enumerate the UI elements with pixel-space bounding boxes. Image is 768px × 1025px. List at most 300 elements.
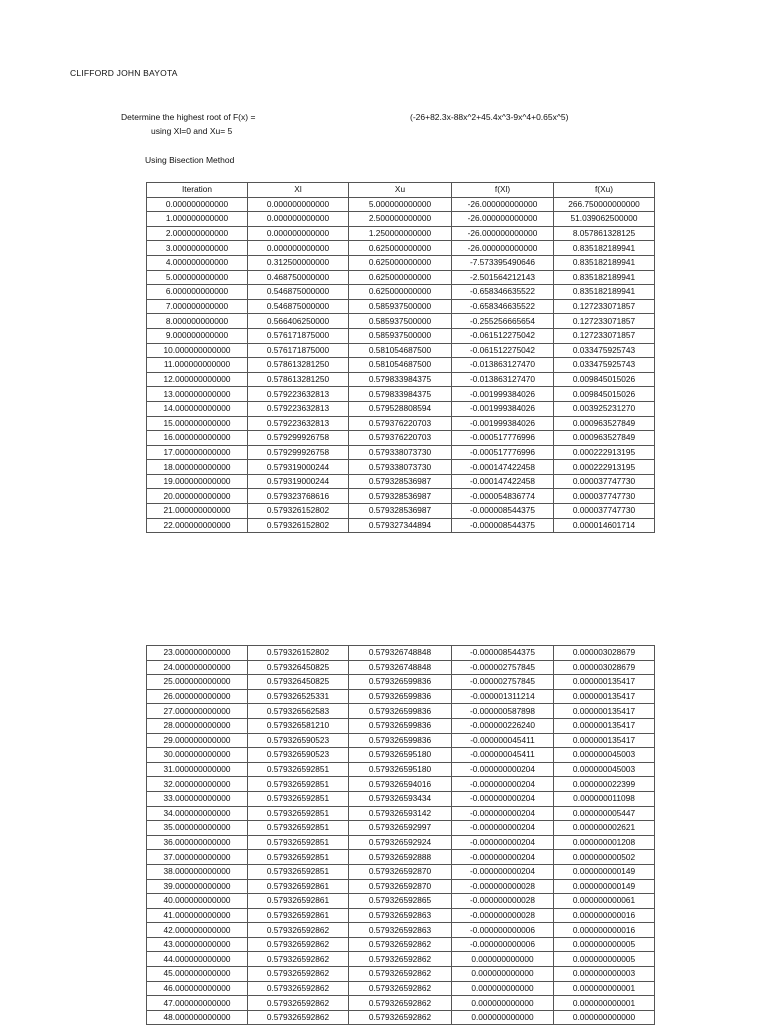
cell-f-xl: -0.013863127470 (452, 372, 554, 387)
table-row (147, 387, 655, 402)
cell-iteration: 34.000000000000 (147, 806, 248, 821)
table-row (147, 718, 655, 733)
table-row (147, 689, 655, 704)
cell-f-xu: 0.000000045003 (554, 748, 655, 763)
cell-iteration: 29.000000000000 (147, 733, 248, 748)
cell-xu: 1.250000000000 (349, 226, 452, 241)
cell-xu: 0.579326592997 (349, 821, 452, 836)
table-row (147, 212, 655, 227)
cell-xl: 0.000000000000 (248, 212, 349, 227)
cell-iteration: 6.000000000000 (147, 285, 248, 300)
cell-xl: 0.579326592862 (248, 981, 349, 996)
cell-f-xu: 0.127233071857 (554, 328, 655, 343)
cell-f-xl: -0.000000000006 (452, 937, 554, 952)
cell-xu: 0.579326599836 (349, 675, 452, 690)
table-row (147, 416, 655, 431)
table-row (147, 952, 655, 967)
cell-f-xu: 0.835182189941 (554, 255, 655, 270)
cell-f-xu: 0.033475925743 (554, 343, 655, 358)
table-row (147, 967, 655, 982)
cell-xu: 0.579326592862 (349, 996, 452, 1011)
table-row (147, 894, 655, 909)
cell-xl: 0.468750000000 (248, 270, 349, 285)
cell-f-xl: -0.000517776996 (452, 445, 554, 460)
cell-f-xl: -0.000000000204 (452, 835, 554, 850)
cell-xu: 0.581054687500 (349, 358, 452, 373)
table-row (147, 328, 655, 343)
cell-f-xl: -0.061512275042 (452, 343, 554, 358)
cell-xl: 0.579326152802 (248, 518, 349, 533)
table-row (147, 255, 655, 270)
cell-f-xu: 0.000000000005 (554, 952, 655, 967)
cell-xl: 0.000000000000 (248, 197, 349, 212)
cell-f-xu: 0.000000045003 (554, 762, 655, 777)
table-row (147, 996, 655, 1011)
cell-xl: 0.579326592851 (248, 864, 349, 879)
cell-f-xu: 0.009845015026 (554, 372, 655, 387)
method-prefix: Using (145, 155, 170, 165)
cell-f-xu: 0.000000000000 (554, 1010, 655, 1025)
table-row (147, 241, 655, 256)
table-row (147, 372, 655, 387)
cell-xu: 0.579833984375 (349, 387, 452, 402)
cell-xl: 0.579223632813 (248, 416, 349, 431)
cell-f-xl: 0.000000000000 (452, 952, 554, 967)
cell-iteration: 41.000000000000 (147, 908, 248, 923)
cell-xl: 0.579326592862 (248, 967, 349, 982)
cell-xu: 0.579326593434 (349, 791, 452, 806)
cell-f-xl: -2.501564212143 (452, 270, 554, 285)
cell-f-xu: 0.003925231270 (554, 401, 655, 416)
table-row (147, 777, 655, 792)
cell-xu: 0.579326593142 (349, 806, 452, 821)
cell-iteration: 37.000000000000 (147, 850, 248, 865)
table-row (147, 226, 655, 241)
cell-xu: 0.579338073730 (349, 460, 452, 475)
cell-f-xu: 0.000000135417 (554, 733, 655, 748)
cell-xu: 0.585937500000 (349, 328, 452, 343)
cell-iteration: 1.000000000000 (147, 212, 248, 227)
cell-xu: 0.579326592863 (349, 908, 452, 923)
cell-xl: 0.579299926758 (248, 431, 349, 446)
cell-f-xu: 0.000222913195 (554, 445, 655, 460)
cell-iteration: 44.000000000000 (147, 952, 248, 967)
cell-xl: 0.579326450825 (248, 660, 349, 675)
cell-xu: 0.579326592862 (349, 1010, 452, 1025)
cell-xl: 0.579326152802 (248, 646, 349, 661)
cell-iteration: 5.000000000000 (147, 270, 248, 285)
cell-iteration: 0.000000000000 (147, 197, 248, 212)
cell-xu: 0.579326592863 (349, 923, 452, 938)
cell-f-xu: 0.000963527849 (554, 431, 655, 446)
cell-xl: 0.579326592851 (248, 777, 349, 792)
cell-xl: 0.578613281250 (248, 372, 349, 387)
header-xu: Xu (349, 183, 452, 198)
table-row (147, 748, 655, 763)
cell-f-xl: 0.000000000000 (452, 1010, 554, 1025)
cell-f-xl: -0.000000000028 (452, 879, 554, 894)
cell-iteration: 48.000000000000 (147, 1010, 248, 1025)
cell-f-xl: -0.000000000204 (452, 777, 554, 792)
cell-xu: 0.625000000000 (349, 285, 452, 300)
table-row (147, 474, 655, 489)
cell-iteration: 7.000000000000 (147, 299, 248, 314)
cell-iteration: 43.000000000000 (147, 937, 248, 952)
bisection-table-part1 (146, 182, 655, 533)
cell-f-xl: -0.000000045411 (452, 748, 554, 763)
cell-xl: 0.579223632813 (248, 387, 349, 402)
cell-iteration: 38.000000000000 (147, 864, 248, 879)
table-row (147, 518, 655, 533)
cell-f-xl: -0.000000000028 (452, 894, 554, 909)
cell-iteration: 10.000000000000 (147, 343, 248, 358)
cell-xl: 0.579326592851 (248, 762, 349, 777)
cell-f-xl: -0.000000000204 (452, 791, 554, 806)
cell-xu: 0.579328536987 (349, 474, 452, 489)
cell-xu: 2.500000000000 (349, 212, 452, 227)
cell-xu: 0.579326592862 (349, 967, 452, 982)
cell-xu: 0.579326592924 (349, 835, 452, 850)
cell-xu: 0.625000000000 (349, 270, 452, 285)
cell-xu: 0.579326595180 (349, 762, 452, 777)
cell-f-xl: -0.000000045411 (452, 733, 554, 748)
bisection-table-part2 (146, 645, 655, 1025)
cell-f-xu: 0.835182189941 (554, 285, 655, 300)
cell-f-xu: 0.000000000016 (554, 923, 655, 938)
cell-iteration: 42.000000000000 (147, 923, 248, 938)
cell-f-xl: 0.000000000000 (452, 981, 554, 996)
table-row (147, 299, 655, 314)
cell-iteration: 27.000000000000 (147, 704, 248, 719)
cell-f-xl: -0.000000000204 (452, 850, 554, 865)
cell-iteration: 23.000000000000 (147, 646, 248, 661)
cell-xu: 0.625000000000 (349, 255, 452, 270)
cell-xu: 0.579326592862 (349, 981, 452, 996)
table-row (147, 489, 655, 504)
table-row (147, 660, 655, 675)
cell-xl: 0.579326525331 (248, 689, 349, 704)
cell-xl: 0.579299926758 (248, 445, 349, 460)
cell-iteration: 28.000000000000 (147, 718, 248, 733)
cell-xu: 0.579326592870 (349, 864, 452, 879)
cell-iteration: 9.000000000000 (147, 328, 248, 343)
cell-iteration: 40.000000000000 (147, 894, 248, 909)
cell-xu: 0.579326592888 (349, 850, 452, 865)
cell-f-xl: -0.000147422458 (452, 460, 554, 475)
cell-f-xu: 0.000003028679 (554, 646, 655, 661)
cell-iteration: 32.000000000000 (147, 777, 248, 792)
cell-xl: 0.576171875000 (248, 343, 349, 358)
cell-iteration: 45.000000000000 (147, 967, 248, 982)
cell-f-xu: 0.000000135417 (554, 718, 655, 733)
cell-xl: 0.546875000000 (248, 299, 349, 314)
table-row (147, 197, 655, 212)
cell-xu: 0.579326599836 (349, 704, 452, 719)
cell-f-xl: -0.000002757845 (452, 660, 554, 675)
cell-f-xl: -0.000002757845 (452, 675, 554, 690)
cell-xl: 0.579326592862 (248, 923, 349, 938)
cell-f-xu: 0.835182189941 (554, 241, 655, 256)
cell-xu: 0.579326592862 (349, 937, 452, 952)
cell-iteration: 22.000000000000 (147, 518, 248, 533)
cell-iteration: 36.000000000000 (147, 835, 248, 850)
cell-iteration: 3.000000000000 (147, 241, 248, 256)
cell-f-xl: -0.658346635522 (452, 285, 554, 300)
cell-xu: 0.579326599836 (349, 718, 452, 733)
cell-f-xl: -0.000008544375 (452, 646, 554, 661)
cell-f-xu: 0.000963527849 (554, 416, 655, 431)
cell-iteration: 46.000000000000 (147, 981, 248, 996)
cell-xl: 0.579326592861 (248, 894, 349, 909)
cell-iteration: 25.000000000000 (147, 675, 248, 690)
cell-iteration: 2.000000000000 (147, 226, 248, 241)
cell-f-xu: 0.000037747730 (554, 504, 655, 519)
author-name: CLIFFORD JOHN BAYOTA (70, 68, 178, 78)
cell-f-xu: 0.000037747730 (554, 474, 655, 489)
cell-f-xu: 0.000037747730 (554, 489, 655, 504)
header-xl: Xl (248, 183, 349, 198)
table-row (147, 314, 655, 329)
cell-xl: 0.579326592862 (248, 952, 349, 967)
cell-xl: 0.579326581210 (248, 718, 349, 733)
cell-xl: 0.579326592851 (248, 806, 349, 821)
cell-f-xl: -26.000000000000 (452, 212, 554, 227)
cell-xu: 0.579326594016 (349, 777, 452, 792)
table-row (147, 864, 655, 879)
cell-xl: 0.579326592851 (248, 850, 349, 865)
cell-xu: 0.579326599836 (349, 733, 452, 748)
cell-iteration: 26.000000000000 (147, 689, 248, 704)
method-heading (145, 155, 234, 165)
cell-f-xu: 266.750000000000 (554, 197, 655, 212)
cell-xl: 0.579223632813 (248, 401, 349, 416)
table-row (147, 358, 655, 373)
cell-xu: 0.579338073730 (349, 445, 452, 460)
cell-xl: 0.576171875000 (248, 328, 349, 343)
cell-f-xl: -0.001999384026 (452, 416, 554, 431)
cell-f-xl: -0.000054836774 (452, 489, 554, 504)
cell-f-xl: -0.001999384026 (452, 401, 554, 416)
cell-xl: 0.312500000000 (248, 255, 349, 270)
cell-f-xu: 0.000000000149 (554, 879, 655, 894)
cell-xl: 0.579326592851 (248, 791, 349, 806)
table-row (147, 937, 655, 952)
cell-xl: 0.579326592851 (248, 835, 349, 850)
cell-f-xu: 0.000000011098 (554, 791, 655, 806)
cell-xl: 0.579326592861 (248, 908, 349, 923)
cell-xl: 0.579326562583 (248, 704, 349, 719)
cell-xu: 0.579326748848 (349, 646, 452, 661)
cell-f-xl: -0.000000000204 (452, 806, 554, 821)
table-row (147, 733, 655, 748)
cell-xl: 0.546875000000 (248, 285, 349, 300)
cell-xu: 0.585937500000 (349, 299, 452, 314)
cell-iteration: 21.000000000000 (147, 504, 248, 519)
cell-f-xu: 0.000000022399 (554, 777, 655, 792)
table-row (147, 981, 655, 996)
header-f-xu: f(Xu) (554, 183, 655, 198)
table-row (147, 923, 655, 938)
cell-f-xl: -0.000000000204 (452, 821, 554, 836)
cell-xu: 0.581054687500 (349, 343, 452, 358)
cell-f-xl: -0.255256665654 (452, 314, 554, 329)
cell-iteration: 18.000000000000 (147, 460, 248, 475)
cell-xu: 0.579833984375 (349, 372, 452, 387)
table-row (147, 445, 655, 460)
cell-iteration: 16.000000000000 (147, 431, 248, 446)
cell-iteration: 17.000000000000 (147, 445, 248, 460)
cell-f-xu: 0.000000005447 (554, 806, 655, 821)
cell-xl: 0.579326590523 (248, 733, 349, 748)
cell-f-xl: -0.000517776996 (452, 431, 554, 446)
cell-xl: 0.579326592862 (248, 937, 349, 952)
cell-xl: 0.579326590523 (248, 748, 349, 763)
cell-xu: 0.579328536987 (349, 504, 452, 519)
cell-iteration: 33.000000000000 (147, 791, 248, 806)
cell-f-xl: 0.000000000000 (452, 996, 554, 1011)
cell-f-xl: -0.000000587898 (452, 704, 554, 719)
cell-xu: 0.579528808594 (349, 401, 452, 416)
method-name: Bisection Method (169, 155, 235, 165)
cell-f-xl: -0.000008544375 (452, 518, 554, 533)
cell-xu: 0.579376220703 (349, 416, 452, 431)
table-row (147, 504, 655, 519)
table-row (147, 1010, 655, 1025)
table-row (147, 431, 655, 446)
cell-f-xl: 0.000000000000 (452, 967, 554, 982)
cell-xu: 0.585937500000 (349, 314, 452, 329)
problem-statement: Determine the highest root of F(x) = (121, 112, 256, 122)
cell-f-xl: -7.573395490646 (452, 255, 554, 270)
cell-xl: 0.579326592861 (248, 879, 349, 894)
initial-bounds: using Xl=0 and Xu= 5 (151, 126, 233, 136)
cell-f-xu: 0.127233071857 (554, 314, 655, 329)
cell-iteration: 47.000000000000 (147, 996, 248, 1011)
cell-xl: 0.579326592851 (248, 821, 349, 836)
cell-xl: 0.000000000000 (248, 241, 349, 256)
cell-f-xl: -0.000001311214 (452, 689, 554, 704)
cell-xl: 0.566406250000 (248, 314, 349, 329)
cell-xu: 0.579327344894 (349, 518, 452, 533)
cell-iteration: 31.000000000000 (147, 762, 248, 777)
table-row (147, 704, 655, 719)
cell-iteration: 30.000000000000 (147, 748, 248, 763)
function-formula: (-26+82.3x-88x^2+45.4x^3-9x^4+0.65x^5) (410, 112, 569, 122)
table-row (147, 270, 655, 285)
cell-xl: 0.579326152802 (248, 504, 349, 519)
cell-f-xl: -0.000147422458 (452, 474, 554, 489)
cell-f-xu: 0.835182189941 (554, 270, 655, 285)
cell-f-xu: 0.000222913195 (554, 460, 655, 475)
cell-f-xl: -0.000000000204 (452, 864, 554, 879)
cell-xl: 0.579326450825 (248, 675, 349, 690)
cell-xu: 0.579326748848 (349, 660, 452, 675)
cell-iteration: 20.000000000000 (147, 489, 248, 504)
cell-f-xl: -26.000000000000 (452, 226, 554, 241)
table-row (147, 401, 655, 416)
cell-xl: 0.579323768616 (248, 489, 349, 504)
cell-f-xu: 0.000003028679 (554, 660, 655, 675)
cell-xu: 0.579326592870 (349, 879, 452, 894)
cell-f-xu: 0.000000135417 (554, 704, 655, 719)
cell-f-xl: -0.000000226240 (452, 718, 554, 733)
table-header-row (147, 183, 655, 198)
cell-f-xl: -0.658346635522 (452, 299, 554, 314)
cell-xu: 0.579328536987 (349, 489, 452, 504)
cell-f-xl: -0.000000000006 (452, 923, 554, 938)
cell-f-xu: 0.000014601714 (554, 518, 655, 533)
cell-f-xl: -0.000000000204 (452, 762, 554, 777)
cell-xu: 0.579326595180 (349, 748, 452, 763)
cell-xl: 0.579326592862 (248, 996, 349, 1011)
cell-f-xu: 0.000000000005 (554, 937, 655, 952)
table-row (147, 806, 655, 821)
cell-xl: 0.578613281250 (248, 358, 349, 373)
cell-f-xl: -0.000000000028 (452, 908, 554, 923)
cell-f-xu: 0.000000000061 (554, 894, 655, 909)
table-row (147, 850, 655, 865)
cell-xl: 0.000000000000 (248, 226, 349, 241)
table-row (147, 821, 655, 836)
cell-f-xl: -26.000000000000 (452, 241, 554, 256)
cell-f-xu: 0.009845015026 (554, 387, 655, 402)
cell-xu: 0.579326599836 (349, 689, 452, 704)
table-row (147, 285, 655, 300)
cell-f-xu: 0.000000000016 (554, 908, 655, 923)
table-row (147, 835, 655, 850)
table-row (147, 675, 655, 690)
cell-f-xl: -0.061512275042 (452, 328, 554, 343)
table-row (147, 460, 655, 475)
cell-xl: 0.579319000244 (248, 474, 349, 489)
table-row (147, 908, 655, 923)
cell-f-xu: 0.000000000001 (554, 996, 655, 1011)
cell-iteration: 11.000000000000 (147, 358, 248, 373)
cell-f-xl: -26.000000000000 (452, 197, 554, 212)
table-row (147, 343, 655, 358)
table-row (147, 791, 655, 806)
cell-f-xu: 51.039062500000 (554, 212, 655, 227)
cell-iteration: 4.000000000000 (147, 255, 248, 270)
cell-f-xu: 0.033475925743 (554, 358, 655, 373)
cell-iteration: 13.000000000000 (147, 387, 248, 402)
table-row (147, 879, 655, 894)
cell-f-xu: 0.000000000149 (554, 864, 655, 879)
header-iteration: Iteration (147, 183, 248, 198)
cell-iteration: 14.000000000000 (147, 401, 248, 416)
cell-f-xl: -0.001999384026 (452, 387, 554, 402)
table-row (147, 762, 655, 777)
cell-xu: 0.579326592862 (349, 952, 452, 967)
cell-xl: 0.579319000244 (248, 460, 349, 475)
cell-f-xu: 0.000000000001 (554, 981, 655, 996)
cell-f-xu: 0.000000000003 (554, 967, 655, 982)
cell-f-xl: -0.000008544375 (452, 504, 554, 519)
cell-iteration: 12.000000000000 (147, 372, 248, 387)
cell-f-xu: 0.000000001208 (554, 835, 655, 850)
cell-iteration: 35.000000000000 (147, 821, 248, 836)
cell-iteration: 19.000000000000 (147, 474, 248, 489)
cell-xu: 0.579376220703 (349, 431, 452, 446)
cell-f-xu: 0.000000002621 (554, 821, 655, 836)
cell-iteration: 15.000000000000 (147, 416, 248, 431)
cell-f-xu: 0.000000000502 (554, 850, 655, 865)
cell-xl: 0.579326592862 (248, 1010, 349, 1025)
cell-f-xu: 0.127233071857 (554, 299, 655, 314)
cell-iteration: 8.000000000000 (147, 314, 248, 329)
header-f-xl: f(Xl) (452, 183, 554, 198)
cell-f-xu: 0.000000135417 (554, 675, 655, 690)
